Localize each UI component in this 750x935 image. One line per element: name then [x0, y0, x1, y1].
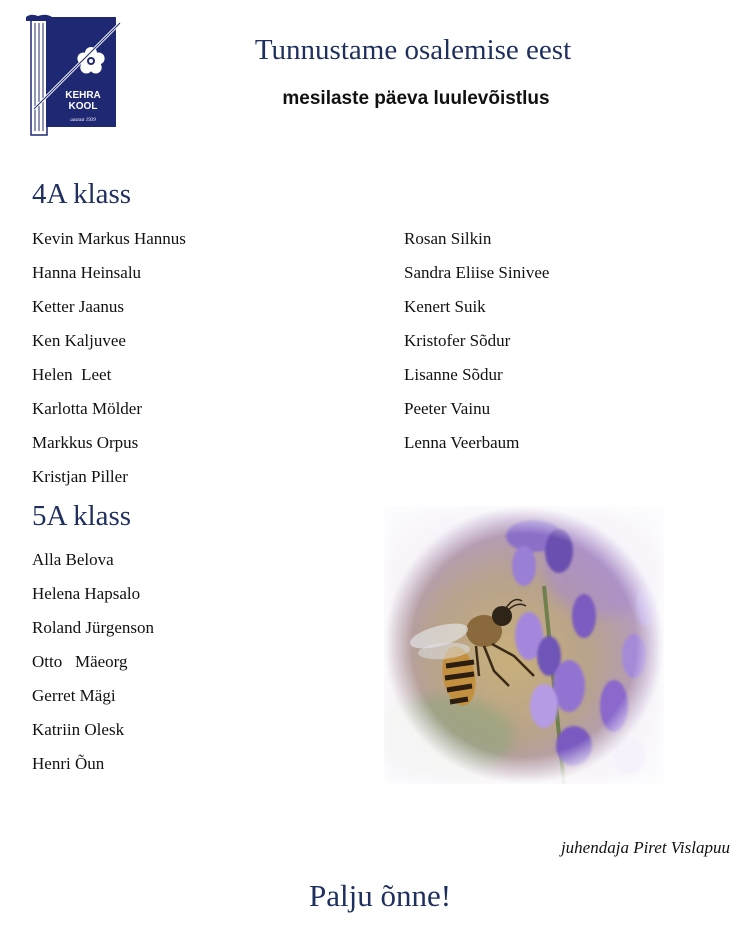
list-item: Sandra Eliise Sinivee	[404, 263, 550, 282]
list-item: Helena Hapsalo	[32, 584, 141, 603]
class-5a-heading: 5A klass	[32, 500, 132, 532]
logo-line1: KEHRA	[65, 90, 101, 101]
list-item: Otto Mäeorg	[32, 652, 128, 671]
list-item: Helen Leet	[32, 365, 112, 384]
list-item: Kevin Markus Hannus	[32, 229, 186, 248]
list-item: Kristjan Piller	[32, 467, 128, 486]
class-4a-heading: 4A klass	[32, 178, 132, 210]
list-item: Alla Belova	[32, 550, 114, 569]
list-item: Rosan Silkin	[404, 229, 492, 248]
class-4a-list-column1	[32, 229, 186, 501]
list-item: Kenert Suik	[404, 297, 486, 316]
list-item: Markkus Orpus	[32, 433, 139, 452]
page-subtitle: mesilaste päeva luulevõistlus	[282, 88, 550, 109]
list-item: Gerret Mägi	[32, 686, 116, 705]
list-item: Peeter Vainu	[404, 399, 491, 418]
page-title: Tunnustame osalemise eest	[254, 34, 572, 66]
list-item: Ketter Jaanus	[32, 297, 125, 316]
logo-since: aastast 1939	[70, 118, 96, 123]
logo-line2: KOOL	[68, 101, 98, 112]
list-item: Roland Jürgenson	[32, 618, 154, 637]
list-item: Ken Kaljuvee	[32, 331, 126, 350]
class-5a-list	[32, 550, 154, 788]
list-item: Katriin Olesk	[32, 720, 125, 739]
list-item: Henri Õun	[32, 754, 105, 773]
closing-message: Palju õnne!	[308, 878, 452, 913]
list-item: Karlotta Mölder	[32, 399, 142, 418]
signature: juhendaja Piret Vislapuu	[560, 838, 730, 857]
bee-lavender-photo	[384, 506, 664, 784]
list-item: Lisanne Sõdur	[404, 365, 503, 384]
list-item: Kristofer Sõdur	[404, 331, 511, 350]
list-item: Lenna Veerbaum	[404, 433, 520, 452]
kehra-kool-logo	[26, 13, 122, 137]
list-item: Hanna Heinsalu	[32, 263, 142, 282]
class-4a-list-column2	[404, 229, 549, 467]
